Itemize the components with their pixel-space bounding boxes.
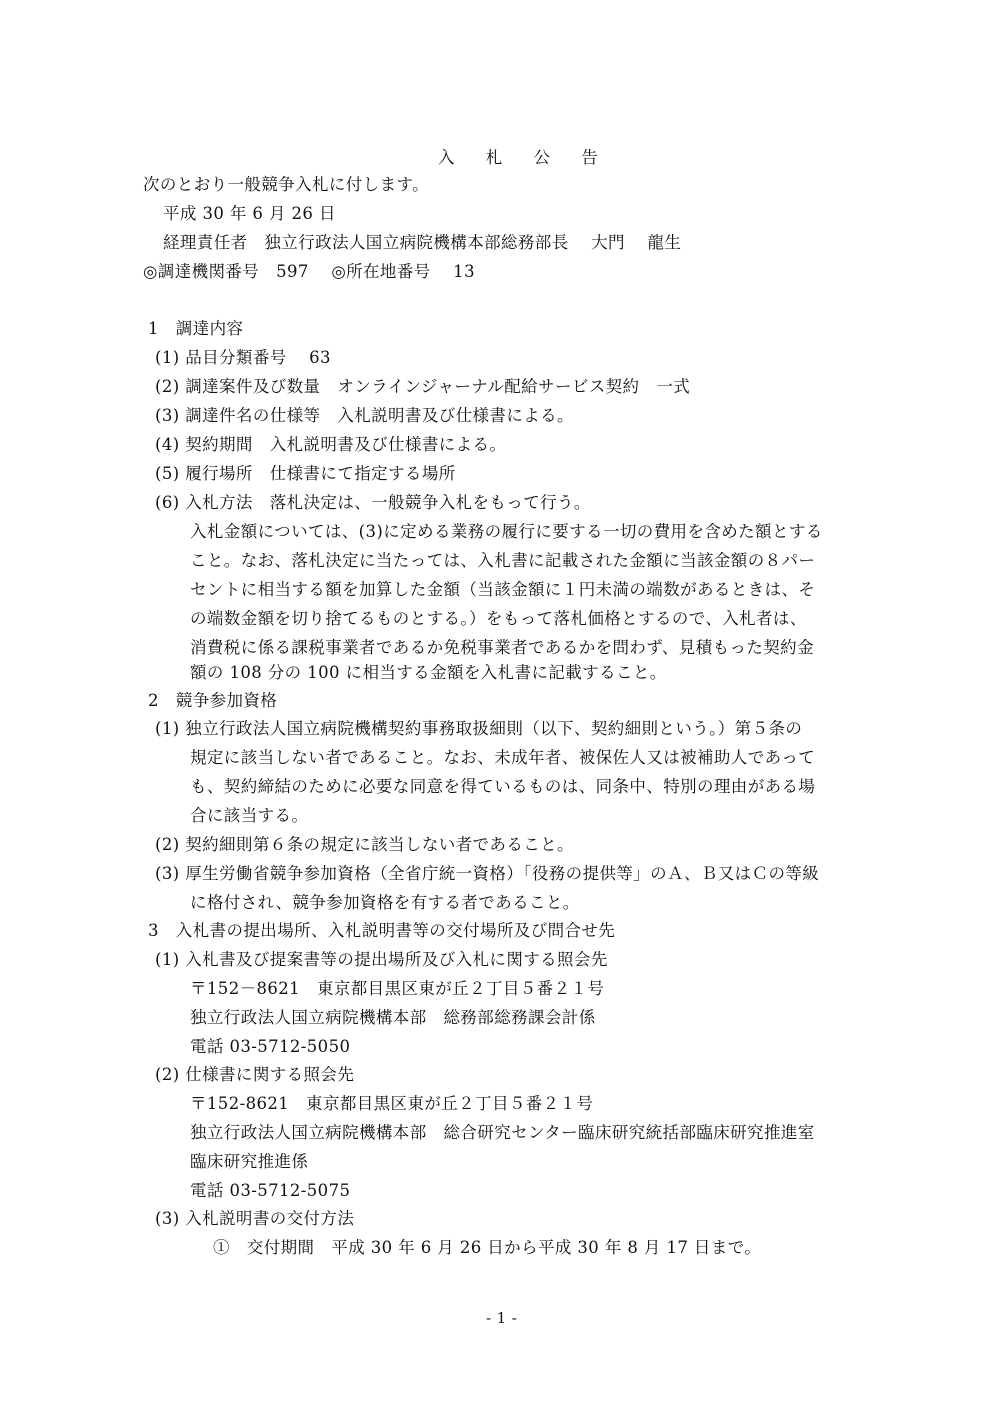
section-1-item-6-para: の端数金額を切り捨てるものとする。）をもって落札価格とするので、入札者は、	[190, 609, 807, 628]
section-1-item-6: (6) 入札方法 落札決定は、一般競争入札をもって行う。	[155, 493, 591, 512]
section-1-item-3: (3) 調達件名の仕様等 入札説明書及び仕様書による。	[155, 406, 574, 425]
notice-date: 平成 30 年 6 月 26 日	[163, 204, 336, 223]
page-number: - 1 -	[486, 1309, 518, 1327]
section-1-item-2: (2) 調達案件及び数量 オンラインジャーナル配給サービス契約 一式	[155, 377, 691, 396]
section-3-item-1-address: 〒152－8621 東京都目黒区東が丘２丁目５番２１号	[190, 979, 605, 998]
section-3-item-1-org: 独立行政法人国立病院機構本部 総務部総務課会計係	[190, 1008, 596, 1027]
section-3-item-1-phone: 電話 03-5712-5050	[190, 1037, 351, 1056]
section-3-item-2-phone: 電話 03-5712-5075	[190, 1181, 351, 1200]
section-2-item-3-cont: に格付され、競争参加資格を有する者であること。	[190, 893, 580, 912]
intro-text: 次のとおり一般競争入札に付します。	[143, 175, 429, 194]
section-2-item-1-cont: も、契約締結のために必要な同意を得ているものは、同条中、特別の理由がある場	[190, 777, 816, 796]
section-3-item-3-sub-1: ① 交付期間 平成 30 年 6 月 26 日から平成 30 年 8 月 17 日まで。	[213, 1238, 762, 1257]
section-1-item-6-para: セントに相当する額を加算した金額（当該金額に１円未満の端数があるときは、そ	[190, 580, 816, 599]
section-3-heading: 3 入札書の提出場所、入札説明書等の交付場所及び問合せ先	[148, 921, 616, 940]
code-numbers: ◎調達機関番号 597 ◎所在地番号 13	[143, 262, 475, 281]
document-title: 入 札 公 告	[438, 148, 611, 167]
section-2-item-1-cont: 合に該当する。	[190, 806, 309, 825]
section-2-item-1: (1) 独立行政法人国立病院機構契約事務取扱細則（以下、契約細則という。）第５条の	[155, 719, 803, 738]
section-2-item-3: (3) 厚生労働省競争参加資格（全省庁統一資格）「役務の提供等」のＡ、Ｂ又はＣの等級	[155, 864, 820, 883]
section-1-item-6-para: 入札金額については、(3)に定める業務の履行に要する一切の費用を含めた額とする	[190, 522, 823, 541]
section-2-item-1-cont: 規定に該当しない者であること。なお、未成年者、被保佐人又は被補助人であって	[190, 748, 816, 767]
section-3-item-2-address: 〒152-8621 東京都目黒区東が丘２丁目５番２１号	[190, 1094, 594, 1113]
section-1-item-6-para: 消費税に係る課税事業者であるか免税事業者であるかを問わず、見積もった契約金	[190, 638, 814, 657]
section-3-item-3: (3) 入札説明書の交付方法	[155, 1209, 355, 1228]
section-3-item-2: (2) 仕様書に関する照会先	[155, 1065, 355, 1084]
section-1-item-5: (5) 履行場所 仕様書にて指定する場所	[155, 464, 456, 483]
section-3-item-2-org-cont: 臨床研究推進係	[190, 1152, 309, 1171]
section-1-heading: 1 調達内容	[148, 319, 244, 338]
officer-line: 経理責任者 独立行政法人国立病院機構本部総務部長 大門 龍生	[163, 233, 682, 252]
section-2-item-2: (2) 契約細則第６条の規定に該当しない者であること。	[155, 835, 574, 854]
section-1-item-6-para: こと。なお、落札決定に当たっては、入札書に記載された金額に当該金額の８パー	[190, 551, 816, 570]
section-3-item-2-org: 独立行政法人国立病院機構本部 総合研究センター臨床研究統括部臨床研究推進室	[190, 1123, 815, 1142]
section-3-item-1: (1) 入札書及び提案書等の提出場所及び入札に関する照会先	[155, 950, 608, 969]
section-1-item-4: (4) 契約期間 入札説明書及び仕様書による。	[155, 435, 507, 454]
section-1-item-6-para: 額の 108 分の 100 に相当する金額を入札書に記載すること。	[190, 663, 667, 682]
section-1-item-1: (1) 品目分類番号 63	[155, 348, 331, 367]
section-2-heading: 2 競争参加資格	[148, 691, 278, 710]
